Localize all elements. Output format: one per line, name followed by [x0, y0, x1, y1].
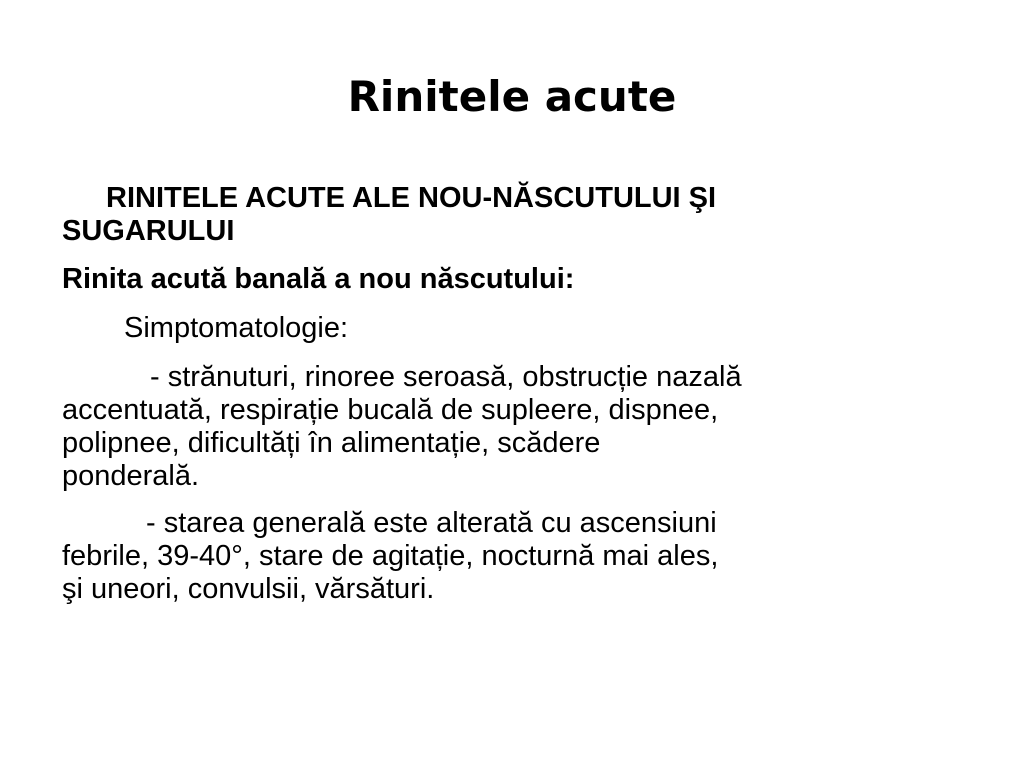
paragraph-1-line-4: ponderală.: [62, 460, 200, 492]
paragraph-1-line-2: accentuată, respirație bucală de supleere, dispnee,: [62, 394, 719, 426]
section-heading-line-1: RINITELE ACUTE ALE NOU-NĂSCUTULUI ŞI: [106, 182, 717, 214]
paragraph-2-line-3: şi uneori, convulsii, vărsături.: [62, 573, 435, 605]
paragraph-2-line-1: - starea generală este alterată cu ascensiuni: [146, 507, 717, 539]
subheading: Rinita acută banală a nou născutului:: [62, 263, 575, 295]
symptoms-label: Simptomatologie:: [124, 312, 349, 344]
slide-title: Rinitele acute: [347, 72, 677, 121]
paragraph-1-line-1: - strănuturi, rinoree seroasă, obstrucție nazală: [150, 361, 742, 393]
slide-body: [62, 182, 962, 606]
section-heading-line-2: SUGARULUI: [62, 215, 235, 247]
paragraph-1-line-3: polipnee, dificultăți în alimentație, scădere: [62, 427, 601, 459]
paragraph-2-line-2: febrile, 39-40°, stare de agitație, nocturnă mai ales,: [62, 540, 719, 572]
section-heading: [62, 182, 962, 248]
symptoms-paragraph-2: [62, 507, 962, 606]
symptoms-paragraph-1: [62, 361, 962, 493]
